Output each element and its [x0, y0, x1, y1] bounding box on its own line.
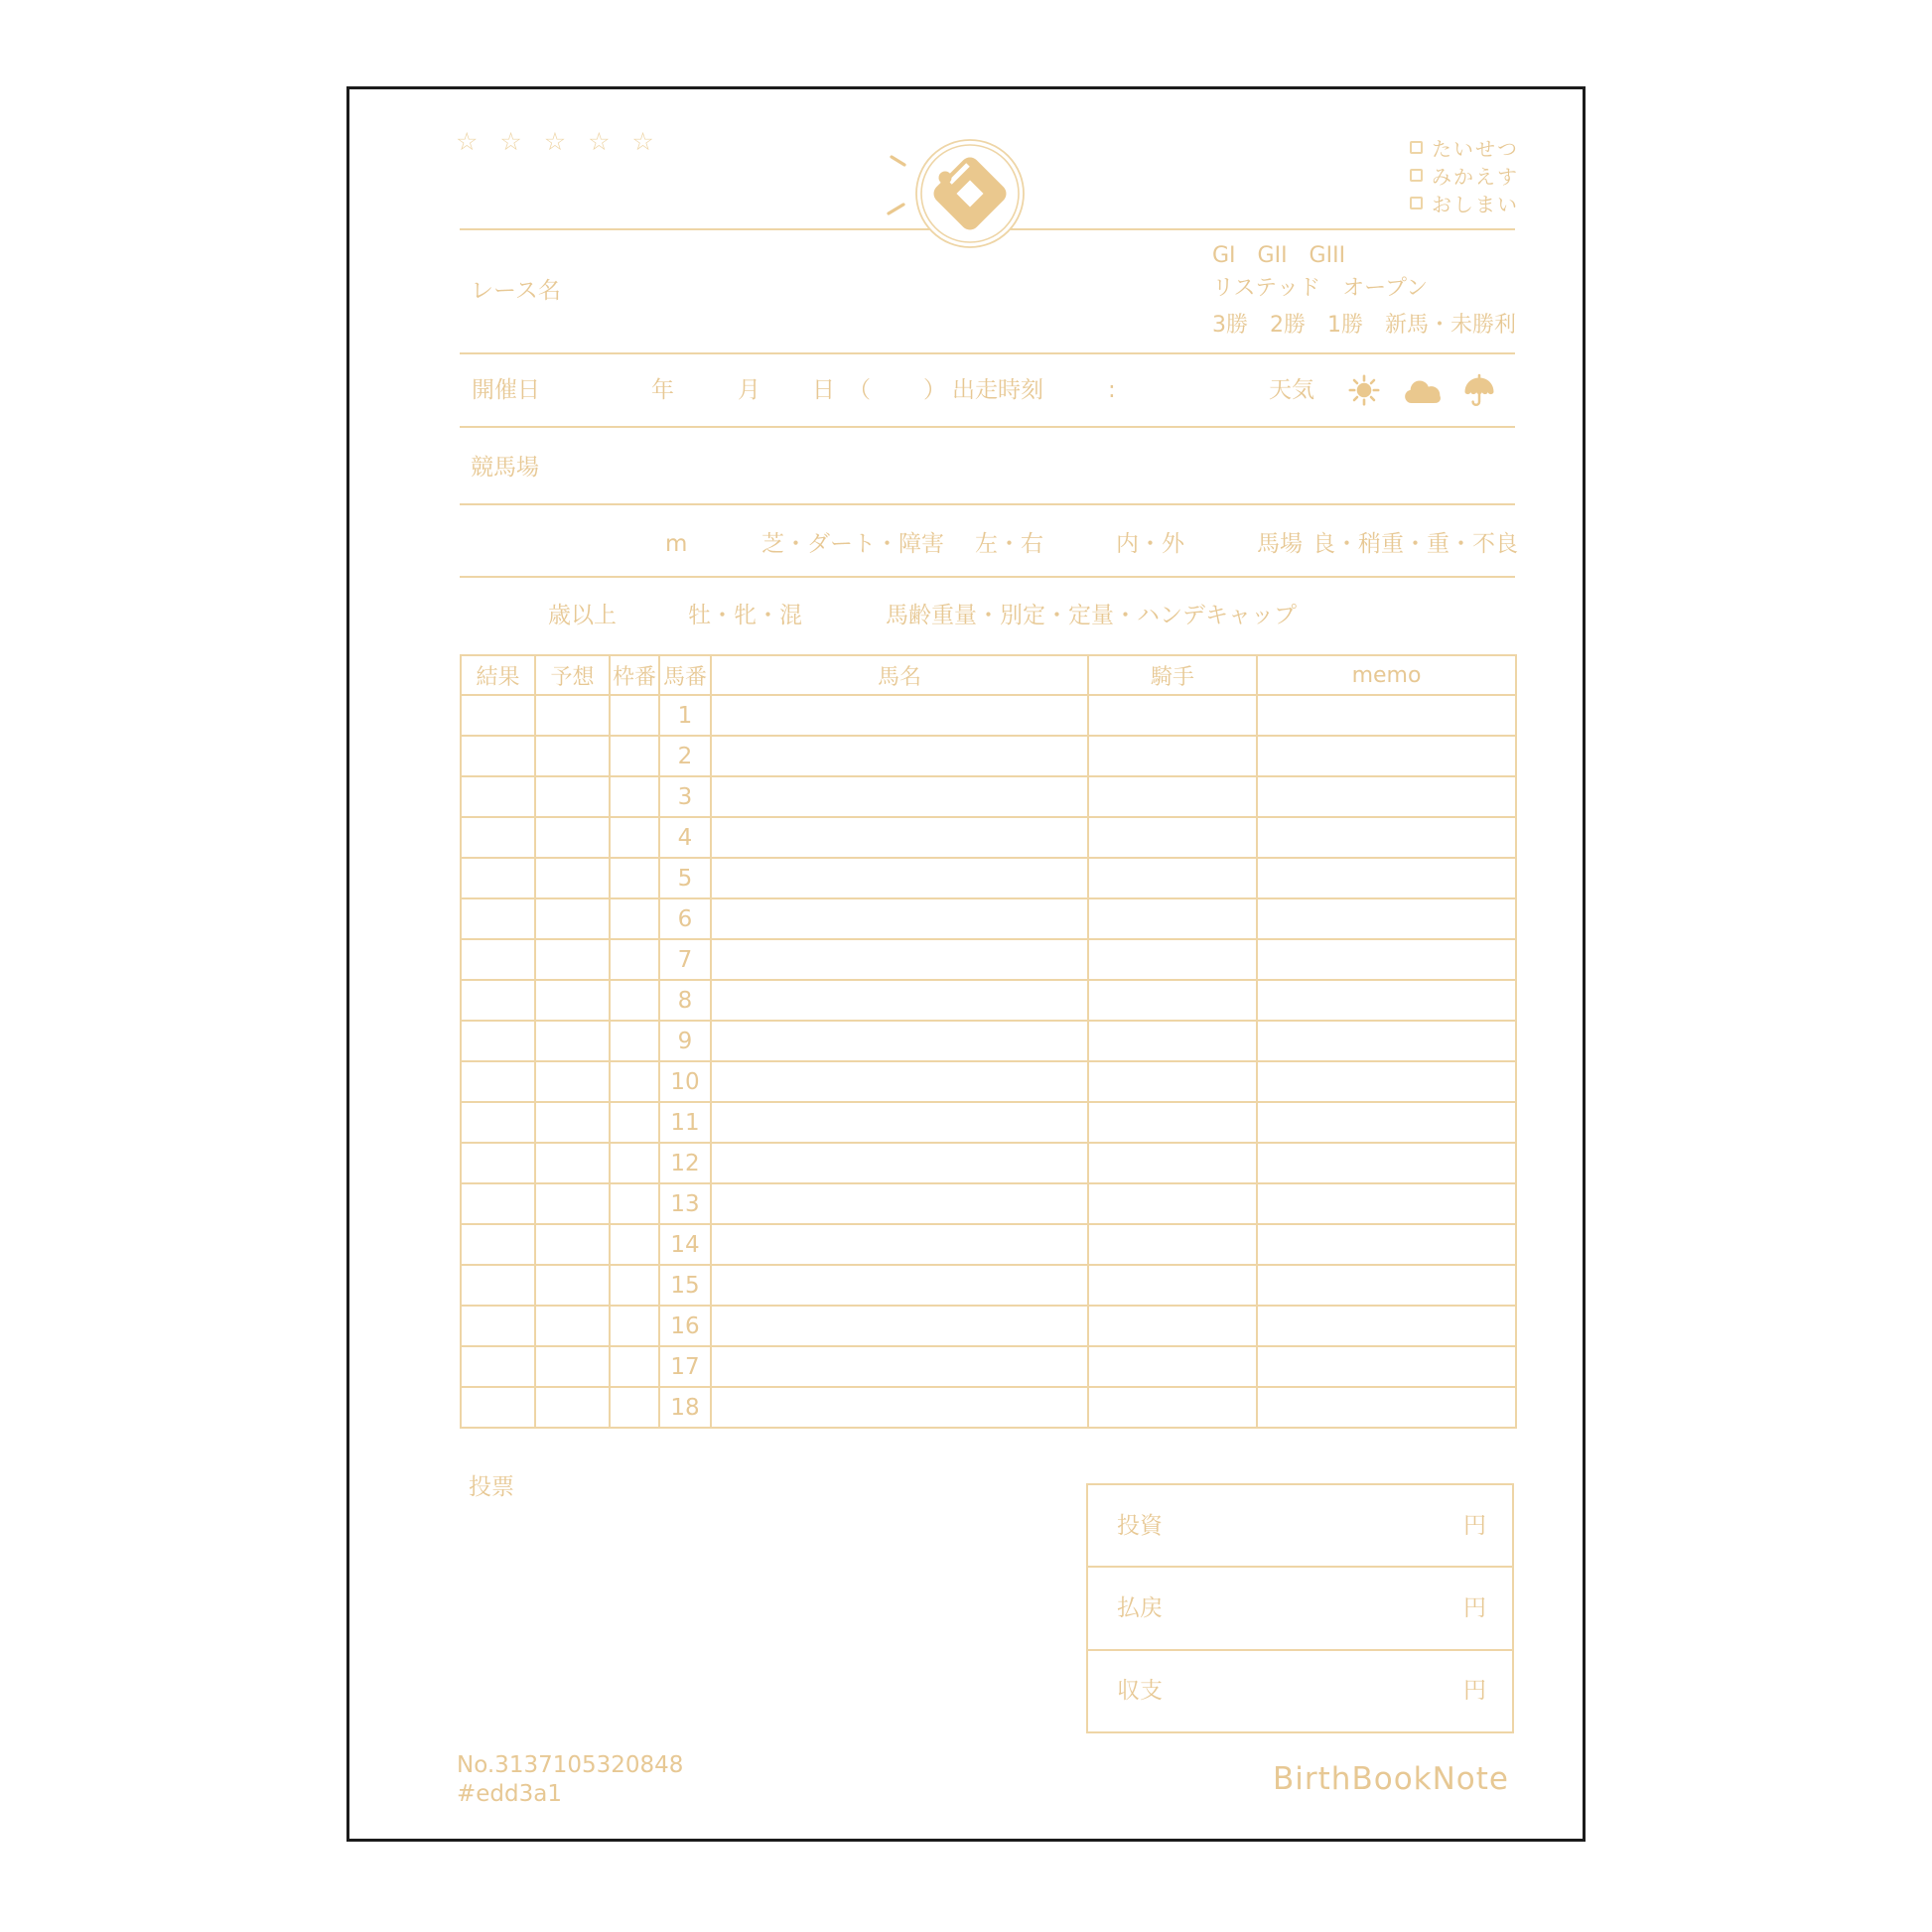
memo-cell[interactable] [1257, 1265, 1516, 1306]
horse-number-cell: 2 [659, 736, 711, 776]
result-cell[interactable] [461, 695, 535, 736]
memo-cell[interactable] [1257, 1224, 1516, 1265]
color-code: #edd3a1 [457, 1781, 562, 1807]
table-row [461, 776, 1516, 817]
horse-name-cell[interactable] [711, 736, 1088, 776]
frame-cell[interactable] [610, 1265, 659, 1306]
horse-number-cell: 12 [659, 1143, 711, 1183]
horse-number-cell: 1 [659, 695, 711, 736]
col-header-memo: memo [1257, 655, 1516, 695]
jockey-cell[interactable] [1088, 817, 1257, 858]
horse-name-cell[interactable] [711, 898, 1088, 939]
result-cell[interactable] [461, 776, 535, 817]
umbrella-icon [1461, 373, 1497, 408]
jockey-cell[interactable] [1088, 898, 1257, 939]
prediction-cell[interactable] [535, 939, 610, 980]
frame-cell[interactable] [610, 1061, 659, 1102]
frame-cell[interactable] [610, 736, 659, 776]
weather-label: 天気 [1269, 377, 1314, 403]
result-cell[interactable] [461, 980, 535, 1021]
horse-name-cell[interactable] [711, 1387, 1088, 1428]
jockey-cell[interactable] [1088, 1306, 1257, 1346]
diamond-coin-logo-icon [874, 119, 1050, 268]
frame-cell[interactable] [610, 1021, 659, 1061]
frame-cell[interactable] [610, 1306, 659, 1346]
investment-label: 投資 [1117, 1512, 1163, 1539]
serial-and-color [457, 1751, 683, 1809]
frame-cell[interactable] [610, 1346, 659, 1387]
paren-open: （ [848, 377, 871, 403]
result-cell[interactable] [461, 1102, 535, 1143]
memo-cell[interactable] [1257, 1387, 1516, 1428]
memo-cell[interactable] [1257, 695, 1516, 736]
memo-cell[interactable] [1257, 736, 1516, 776]
balance-row[interactable] [1088, 1649, 1512, 1731]
prediction-cell[interactable] [535, 1183, 610, 1224]
year-label: 年 [651, 377, 674, 403]
jockey-cell[interactable] [1088, 1224, 1257, 1265]
frame-cell[interactable] [610, 1224, 659, 1265]
frame-cell[interactable] [610, 1143, 659, 1183]
frame-cell[interactable] [610, 939, 659, 980]
prediction-cell[interactable] [535, 817, 610, 858]
notebook-page [346, 86, 1586, 1842]
result-cell[interactable] [461, 736, 535, 776]
yen-unit: 円 [1463, 1678, 1486, 1705]
jockey-cell[interactable] [1088, 1265, 1257, 1306]
col-header-frame: 枠番 [610, 655, 659, 695]
memo-cell[interactable] [1257, 980, 1516, 1021]
horse-name-cell[interactable] [711, 1143, 1088, 1183]
col-header-prediction: 予想 [535, 655, 610, 695]
frame-cell[interactable] [610, 1102, 659, 1143]
frame-cell[interactable] [610, 858, 659, 898]
horse-name-cell[interactable] [711, 776, 1088, 817]
horse-name-cell[interactable] [711, 1021, 1088, 1061]
table-row [461, 980, 1516, 1021]
checklist-label: たいせつ [1432, 136, 1519, 161]
frame-cell[interactable] [610, 1387, 659, 1428]
frame-cell[interactable] [610, 898, 659, 939]
distance-unit: m [665, 531, 688, 557]
prediction-cell[interactable] [535, 1143, 610, 1183]
checkbox[interactable] [1410, 197, 1423, 209]
result-cell[interactable] [461, 858, 535, 898]
prediction-cell[interactable] [535, 776, 610, 817]
memo-cell[interactable] [1257, 858, 1516, 898]
frame-cell[interactable] [610, 817, 659, 858]
month-label: 月 [738, 377, 760, 403]
result-cell[interactable] [461, 1061, 535, 1102]
result-cell[interactable] [461, 1021, 535, 1061]
table-row [461, 1183, 1516, 1224]
result-cell[interactable] [461, 1224, 535, 1265]
weight-rule-options: 馬齢重量・別定・定量・ハンデキャップ [886, 603, 1297, 628]
memo-cell[interactable] [1257, 817, 1516, 858]
result-cell[interactable] [461, 1265, 535, 1306]
horse-number-cell: 13 [659, 1183, 711, 1224]
yen-unit: 円 [1463, 1512, 1486, 1539]
horse-name-cell[interactable] [711, 1224, 1088, 1265]
track-label: 馬場 [1257, 531, 1303, 557]
result-cell[interactable] [461, 1346, 535, 1387]
prediction-cell[interactable] [535, 980, 610, 1021]
col-header-result: 結果 [461, 655, 535, 695]
prediction-cell[interactable] [535, 1306, 610, 1346]
checklist-label: おしまい [1432, 192, 1519, 216]
horse-number-cell: 7 [659, 939, 711, 980]
memo-cell[interactable] [1257, 1143, 1516, 1183]
horse-name-cell[interactable] [711, 1346, 1088, 1387]
checklist-label: みかえす [1432, 164, 1519, 189]
jockey-cell[interactable] [1088, 1143, 1257, 1183]
col-header-horse-number: 馬番 [659, 655, 711, 695]
divider [460, 503, 1515, 505]
checkbox[interactable] [1410, 141, 1423, 154]
result-cell[interactable] [461, 1387, 535, 1428]
table-row [461, 736, 1516, 776]
horse-number-cell: 8 [659, 980, 711, 1021]
prediction-cell[interactable] [535, 1102, 610, 1143]
horse-number-cell: 5 [659, 858, 711, 898]
cloud-icon [1402, 377, 1444, 405]
memo-cell[interactable] [1257, 1346, 1516, 1387]
serial-number: No.3137105320848 [457, 1752, 684, 1778]
prediction-cell[interactable] [535, 695, 610, 736]
age-label: 歳以上 [548, 603, 617, 628]
table-row [461, 1306, 1516, 1346]
horse-number-cell: 9 [659, 1021, 711, 1061]
class-options: リステッド オープン [1212, 276, 1429, 301]
balance-label: 収支 [1117, 1678, 1163, 1705]
grade-options: GI GII GIII [1212, 243, 1346, 268]
jockey-cell[interactable] [1088, 1102, 1257, 1143]
direction-options: 左・右 [975, 531, 1043, 557]
table-row [461, 1387, 1516, 1428]
horse-name-cell[interactable] [711, 695, 1088, 736]
checklist-item-taisetsu [1410, 133, 1519, 161]
horse-number-cell: 10 [659, 1061, 711, 1102]
memo-cell[interactable] [1257, 776, 1516, 817]
table-row [461, 1265, 1516, 1306]
horse-number-cell: 14 [659, 1224, 711, 1265]
horse-number-cell: 11 [659, 1102, 711, 1143]
frame-cell[interactable] [610, 695, 659, 736]
jockey-cell[interactable] [1088, 980, 1257, 1021]
surface-options: 芝・ダート・障害 [761, 531, 944, 557]
checklist-item-mikaesu [1410, 161, 1519, 189]
jockey-cell[interactable] [1088, 1183, 1257, 1224]
table-header-row [461, 655, 1516, 695]
sun-icon [1347, 373, 1381, 407]
horse-name-cell[interactable] [711, 1061, 1088, 1102]
racecourse-label: 競馬場 [471, 455, 539, 481]
money-summary-box [1086, 1483, 1514, 1733]
jockey-cell[interactable] [1088, 1387, 1257, 1428]
time-colon: : [1108, 377, 1116, 403]
divider [460, 426, 1515, 428]
horse-name-cell[interactable] [711, 980, 1088, 1021]
payout-row[interactable] [1088, 1566, 1512, 1648]
rating-stars: ☆ ☆ ☆ ☆ ☆ [456, 127, 661, 156]
horse-number-cell: 17 [659, 1346, 711, 1387]
horse-number-cell: 6 [659, 898, 711, 939]
start-time-label: 出走時刻 [952, 377, 1043, 403]
condition-options: 良・稍重・重・不良 [1312, 531, 1518, 557]
table-row [461, 1102, 1516, 1143]
table-row [461, 1224, 1516, 1265]
table-row [461, 1061, 1516, 1102]
horse-name-cell[interactable] [711, 939, 1088, 980]
frame-cell[interactable] [610, 1183, 659, 1224]
payout-label: 払戻 [1117, 1594, 1163, 1621]
date-label: 開催日 [472, 377, 540, 403]
frame-cell[interactable] [610, 776, 659, 817]
result-cell[interactable] [461, 817, 535, 858]
table-row [461, 817, 1516, 858]
jockey-cell[interactable] [1088, 1021, 1257, 1061]
horse-name-cell[interactable] [711, 1265, 1088, 1306]
checkbox[interactable] [1410, 169, 1423, 182]
memo-cell[interactable] [1257, 939, 1516, 980]
status-checklist [1410, 133, 1519, 216]
table-row [461, 1021, 1516, 1061]
table-row [461, 898, 1516, 939]
prediction-cell[interactable] [535, 1021, 610, 1061]
table-row [461, 695, 1516, 736]
table-row [461, 1143, 1516, 1183]
prediction-cell[interactable] [535, 898, 610, 939]
jockey-cell[interactable] [1088, 1346, 1257, 1387]
memo-cell[interactable] [1257, 1021, 1516, 1061]
horse-number-cell: 3 [659, 776, 711, 817]
divider [460, 576, 1515, 578]
horse-name-cell[interactable] [711, 1102, 1088, 1143]
day-label: 日 [812, 377, 835, 403]
jockey-cell[interactable] [1088, 858, 1257, 898]
table-row [461, 858, 1516, 898]
divider [460, 352, 1515, 354]
result-cell[interactable] [461, 1183, 535, 1224]
table-row [461, 1346, 1516, 1387]
prediction-cell[interactable] [535, 858, 610, 898]
memo-cell[interactable] [1257, 1306, 1516, 1346]
jockey-cell[interactable] [1088, 695, 1257, 736]
prediction-cell[interactable] [535, 1387, 610, 1428]
memo-cell[interactable] [1257, 1102, 1516, 1143]
brand-name: BirthBookNote [1273, 1761, 1509, 1797]
prediction-cell[interactable] [535, 1224, 610, 1265]
result-cell[interactable] [461, 1306, 535, 1346]
result-cell[interactable] [461, 898, 535, 939]
horse-name-cell[interactable] [711, 858, 1088, 898]
race-name-label: レース名 [471, 278, 561, 304]
memo-cell[interactable] [1257, 898, 1516, 939]
prediction-cell[interactable] [535, 1346, 610, 1387]
result-cell[interactable] [461, 1143, 535, 1183]
entry-table [460, 654, 1517, 1429]
horse-name-cell[interactable] [711, 817, 1088, 858]
horse-name-cell[interactable] [711, 1306, 1088, 1346]
prediction-cell[interactable] [535, 1265, 610, 1306]
col-header-jockey: 騎手 [1088, 655, 1257, 695]
col-header-horse-name: 馬名 [711, 655, 1088, 695]
jockey-cell[interactable] [1088, 736, 1257, 776]
frame-cell[interactable] [610, 980, 659, 1021]
win-class-options: 3勝 2勝 1勝 新馬・未勝利 [1212, 313, 1516, 338]
memo-cell[interactable] [1257, 1183, 1516, 1224]
jockey-cell[interactable] [1088, 939, 1257, 980]
horse-number-cell: 4 [659, 817, 711, 858]
result-cell[interactable] [461, 939, 535, 980]
inner-outer-options: 内・外 [1116, 531, 1184, 557]
horse-number-cell: 15 [659, 1265, 711, 1306]
jockey-cell[interactable] [1088, 776, 1257, 817]
horse-number-cell: 16 [659, 1306, 711, 1346]
jockey-cell[interactable] [1088, 1061, 1257, 1102]
memo-cell[interactable] [1257, 1061, 1516, 1102]
paren-close: ） [923, 377, 946, 403]
investment-row[interactable] [1088, 1485, 1512, 1566]
horse-number-cell: 18 [659, 1387, 711, 1428]
sex-options: 牡・牝・混 [688, 603, 802, 628]
vote-label: 投票 [469, 1474, 514, 1500]
yen-unit: 円 [1463, 1594, 1486, 1621]
prediction-cell[interactable] [535, 736, 610, 776]
table-row [461, 939, 1516, 980]
horse-name-cell[interactable] [711, 1183, 1088, 1224]
checklist-item-oshimai [1410, 189, 1519, 216]
prediction-cell[interactable] [535, 1061, 610, 1102]
